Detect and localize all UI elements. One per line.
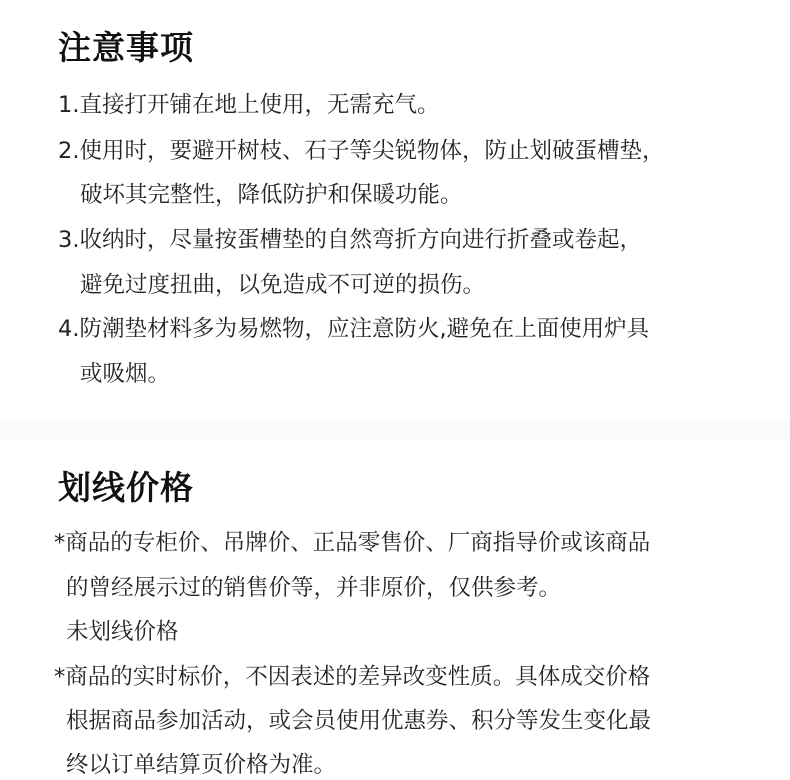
- pricing-line: *商品的专柜价、吊牌价、正品零售价、厂商指导价或该商品: [54, 530, 651, 556]
- notes-line: 或吸烟。: [80, 361, 171, 387]
- notes-line: 4.防潮垫材料多为易燃物，应注意防火,避免在上面使用炉具: [58, 316, 650, 342]
- notes-line: 3.收纳时，尽量按蛋槽垫的自然弯折方向进行折叠或卷起，: [58, 227, 642, 253]
- pricing-line: 终以订单结算页价格为准。: [66, 752, 337, 778]
- notes-line: 2.使用时，要避开树枝、石子等尖锐物体，防止划破蛋槽垫，: [58, 138, 665, 164]
- pricing-line: 未划线价格: [66, 619, 179, 645]
- section-divider: [0, 418, 790, 440]
- notes-heading: 注意事项: [58, 28, 194, 67]
- pricing-line: 的曾经展示过的销售价等，并非原价，仅供参考。: [66, 575, 562, 601]
- pricing-line: 根据商品参加活动，或会员使用优惠券、积分等发生变化最: [66, 708, 652, 734]
- notes-line: 破坏其完整性，降低防护和保暖功能。: [80, 182, 463, 208]
- pricing-line: *商品的实时标价，不因表述的差异改变性质。具体成交价格: [54, 664, 651, 690]
- notes-line: 避免过度扭曲，以免造成不可逆的损伤。: [80, 272, 486, 298]
- pricing-heading: 划线价格: [58, 468, 194, 507]
- notes-line: 1.直接打开铺在地上使用，无需充气。: [58, 92, 440, 118]
